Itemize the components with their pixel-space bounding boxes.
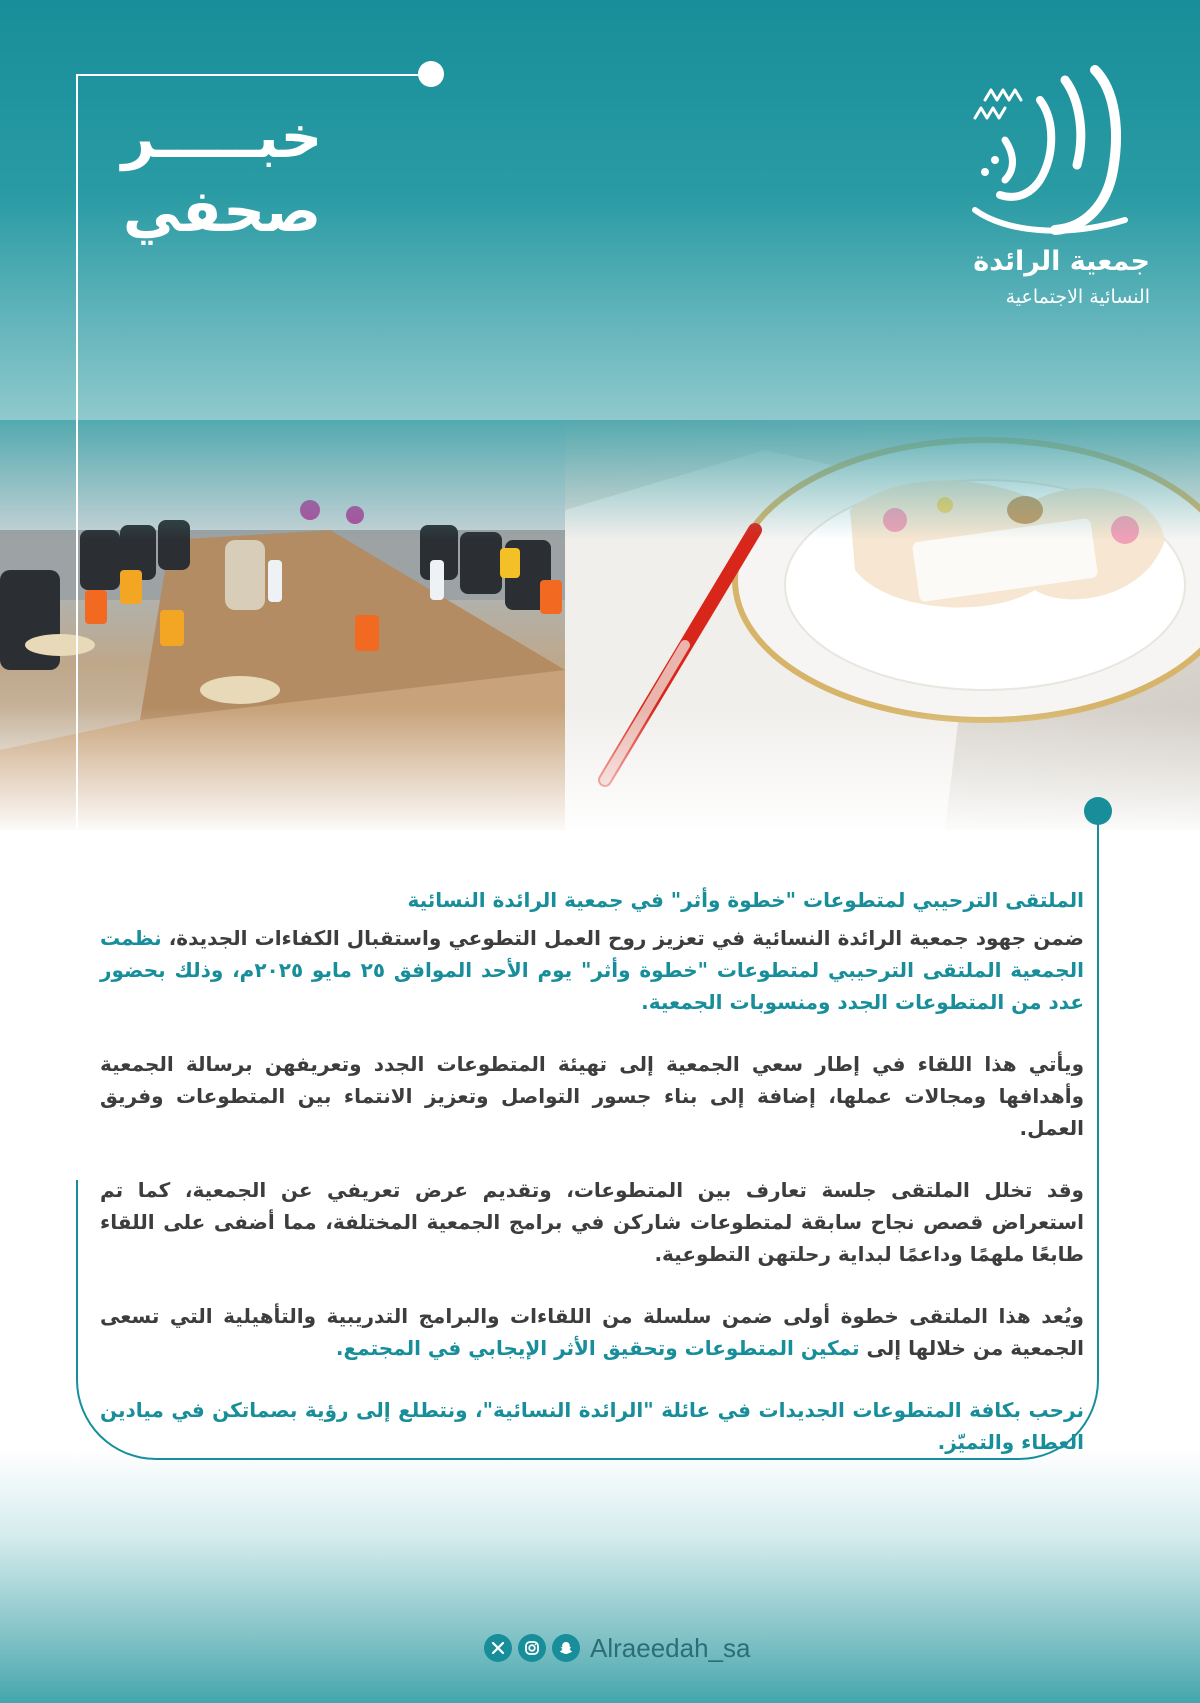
frame-dot [418, 61, 444, 87]
instagram-icon[interactable] [518, 1634, 546, 1662]
meeting-room-photo [0, 420, 565, 830]
organization-subtitle: النسائية الاجتماعية [1005, 286, 1150, 308]
highlight-text: تمكين المتطوعات وتحقيق الأثر الإيجابي في المجتمع. [335, 1336, 860, 1360]
frame-top-line [76, 74, 431, 76]
frame-dot [1084, 797, 1112, 825]
snapchat-icon[interactable] [552, 1634, 580, 1662]
social-links [484, 1632, 750, 1664]
article-paragraph-2: ويأتي هذا اللقاء في إطار سعي الجمعية إلى تهيئة المتطوعات الجدد وتعريفهن برسالة الجمعية وأهدافها ومجالات عملها، إضافة إلى بناء جسور التواصل وتعزيز الانتماء بين المتطوعات وفريق العمل. [100, 1052, 1084, 1140]
plate-and-pen-photo [565, 420, 1200, 830]
social-handle[interactable]: Alraeedah_sa [590, 1632, 751, 1663]
frame-right-line [1097, 820, 1099, 1190]
highlight-text: يوم الأحد الموافق ٢٥ مايو ٢٠٢٥م، وذلك بحضور عدد من المتطوعات الجدد ومنسوبات الجمعية. [100, 958, 1084, 1014]
organization-name: جمعية الرائدة [973, 246, 1150, 277]
article-headline: الملتقى الترحيبي لمتطوعات "خطوة وأثر" في جمعية الرائدة النسائية [407, 888, 1084, 912]
article-paragraph-1: ضمن جهود جمعية الرائدة النسائية في تعزيز روح العمل التطوعي واستقبال الكفاءات الجديدة، نظمت الجمعية الملتقى الترحيبي لمتطوعات "خطوة وأثر" يوم الأحد الموافق ٢٥ مايو ٢٠٢٥م، وذلك بحضور عدد من المتطوعات الجدد ومنسوبات الجمعية. [100, 926, 1084, 1014]
alraeedah-logo [945, 60, 1160, 240]
news-label-line1: خبـــــر [121, 103, 323, 171]
news-label-line2: صحفي [122, 177, 322, 245]
highlight-text: نظمت الجمعية الملتقى الترحيبي لمتطوعات "خطوة وأثر" [100, 926, 1084, 982]
news-label [112, 100, 332, 248]
article-paragraph-5: نرحب بكافة المتطوعات الجديدات في عائلة "الرائدة النسائية"، ونتطلع إلى رؤية بصماتكن في ميادين العطاء والتميّز. [100, 1398, 1084, 1454]
article-paragraph-4: ويُعد هذا الملتقى خطوة أولى ضمن سلسلة من اللقاءات والبرامج التدريبية والتأهيلية التي تسعى الجمعية من خلالها إلى تمكين المتطوعات وتحقيق الأثر الإيجابي في المجتمع. [100, 1304, 1084, 1360]
article-paragraph-3: وقد تخلل الملتقى جلسة تعارف بين المتطوعات، وتقديم عرض تعريفي عن الجمعية، كما تم استعراض قصص نجاح سابقة لمتطوعات شاركن في برامج الجمعية المختلفة، مما أضفى على اللقاء طابعًا ملهمًا وداعمًا لبداية رحلتهن التطوعية. [100, 1178, 1084, 1266]
x-icon[interactable] [484, 1634, 512, 1662]
press-release-body [100, 884, 1084, 1488]
